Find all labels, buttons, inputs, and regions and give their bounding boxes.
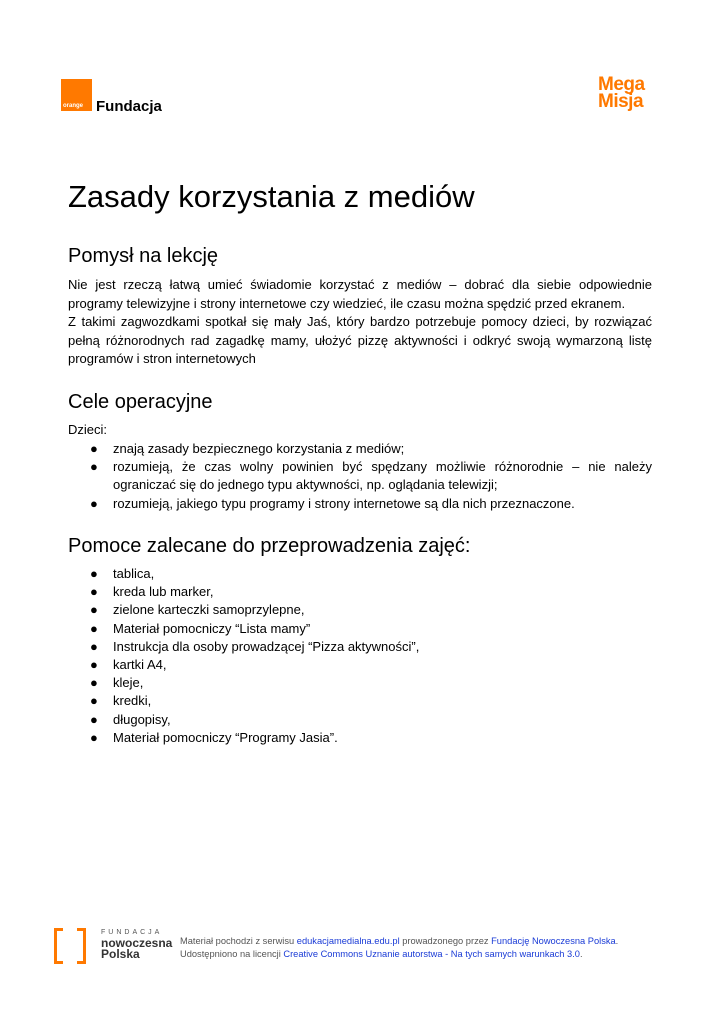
mega-misja-logo (598, 76, 645, 110)
list-item: ● zielone karteczki samoprzylepne, (68, 601, 652, 619)
list-item: ● tablica, (68, 565, 652, 583)
bullet-icon: ● (90, 638, 98, 654)
idea-paragraph-1: Nie jest rzeczą łatwą umieć świadomie korzystać z mediów – dobrać dla siebie odpowiednie programy telewizyjne i strony internetowe czy wiedzieć, ile czasu można spędzić przed ekranem. (68, 277, 652, 311)
list-item: ● Instrukcja dla osoby prowadzącej “Pizza aktywności”, (68, 638, 652, 656)
goals-list (68, 440, 652, 513)
fundacja-link[interactable]: Fundację Nowoczesna Polska (491, 936, 616, 946)
list-item: ● kredki, (68, 692, 652, 710)
bullet-icon: ● (90, 675, 98, 691)
misja-text: Misja (598, 91, 644, 112)
edukacjamedialna-link[interactable]: edukacjamedialna.edu.pl (296, 936, 400, 946)
list-item: ● kreda lub marker, (68, 583, 652, 601)
section-heading-materials: Pomoce zalecane do przeprowadzenia zajęć: (68, 535, 471, 557)
orange-logo (61, 79, 92, 111)
bullet-icon: ● (90, 729, 98, 745)
footer-line-1: Materiał pochodzi z serwisu edukacjamedialna.edu.pl prowadzonego przez Fundację Nowoczesna Polska. (180, 936, 619, 946)
bullet-icon: ● (90, 566, 98, 581)
section-heading-idea: Pomysł na lekcję (68, 245, 219, 267)
materials-list (68, 565, 652, 747)
list-item: ● Materiał pomocniczy “Programy Jasia”. (68, 729, 652, 747)
list-item: ● rozumieją, że czas wolny powinien być spędzany możliwie różnorodnie – nie należy ograniczać się do jednego typu aktywności, np. oglądania telewizji; (90, 459, 652, 493)
list-item: ● rozumieją, jakiego typu programy i strony internetowe są dla nich przeznaczone. (68, 495, 652, 513)
page-title: Zasady korzystania z mediów (68, 179, 475, 214)
idea-paragraph-2: Z takimi zagwozdkami spotkał się mały Jaś, który bardzo potrzebuje pomocy dzieci, by rozwiązać pełną różnorodnych rad zagadkę mamy, ułożyć pizzę aktywności i odkryć swoją wymarzoną listę programów i stron internetowych (68, 314, 652, 366)
bullet-icon: ● (90, 693, 98, 709)
list-item: ● kartki A4, (68, 656, 652, 674)
bullet-icon: ● (90, 657, 98, 673)
fnp-logo-line1: FUNDACJA (101, 929, 163, 936)
logo-bracket-right (77, 928, 86, 964)
bullet-icon: ● (90, 459, 98, 475)
logo-bracket-left (54, 928, 63, 964)
fnp-logo-text (101, 927, 172, 960)
list-item: ● znają zasady bezpiecznego korzystania z mediów; (68, 440, 652, 458)
footer-line-2: Udostępniono na licencji Creative Commons Uznanie autorstwa - Na tych samych warunkach 3.0. (180, 949, 583, 959)
orange-logo-text: orange (63, 103, 84, 109)
section-heading-goals: Cele operacyjne (68, 391, 213, 413)
list-item: ● długopisy, (68, 711, 652, 729)
bullet-icon: ● (90, 584, 98, 600)
fnp-logo-line2: nowoczesna (101, 936, 173, 950)
bullet-icon: ● (90, 620, 98, 636)
fundacja-label: Fundacja (96, 98, 162, 115)
license-link[interactable]: Creative Commons Uznanie autorstwa - Na tych samych warunkach 3.0 (283, 949, 580, 959)
mega-text: Mega (598, 74, 645, 95)
bullet-icon: ● (90, 441, 98, 456)
idea-text (68, 276, 652, 369)
bullet-icon: ● (90, 495, 98, 511)
goals-intro: Dzieci: (68, 422, 108, 437)
bullet-icon: ● (90, 602, 98, 618)
bullet-icon: ● (90, 711, 98, 727)
fnp-logo-line3: Polska (101, 947, 140, 961)
footer-note (180, 935, 618, 961)
list-item: ● Materiał pomocniczy “Lista mamy” (68, 620, 652, 638)
list-item: ● kleje, (68, 674, 652, 692)
fundacja-nowoczesna-polska-logo (54, 928, 86, 964)
